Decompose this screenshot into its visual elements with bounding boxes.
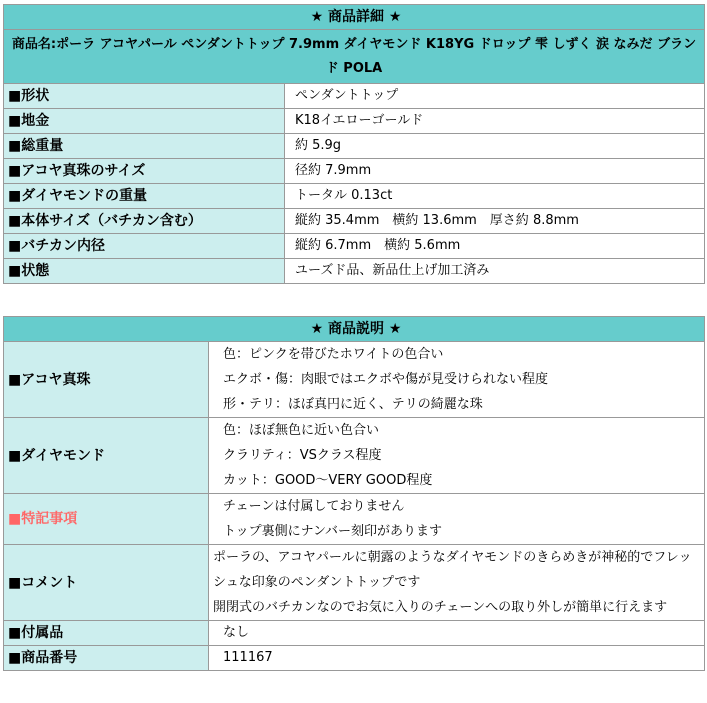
pearl-description [209,342,705,418]
condition-value: ユーズド品、新品仕上げ加工済み [285,259,705,284]
body-size-value: 縦約 35.4mm 横約 13.6mm 厚さ約 8.8mm [285,209,705,234]
pearl-line: 色：ピンクを帯びたホワイトの色合い [223,347,444,362]
special-notes-line: トップ裏側にナンバー刻印があります [223,524,443,539]
comment-line: ポーラの、アコヤパールに朝露のようなダイヤモンドのきらめきが神秘的でフレッシュな印象のペンダントトップです [213,550,692,590]
product-description-table [3,316,705,671]
pearl-line: エクボ・傷：肉眼ではエクボや傷が見受けられない程度 [223,372,549,387]
special-notes-line: チェーンは付属しておりません [223,499,405,514]
diamond-description [209,418,705,494]
accessories-value: なし [209,621,705,646]
comment-label: ■コメント [4,545,209,621]
special-notes-description [209,494,705,545]
product-number-label: ■商品番号 [4,646,209,671]
pearl-label: ■アコヤ真珠 [4,342,209,418]
pearl-size-value: 径約 7.9mm [285,159,705,184]
diamond-weight-label: ■ダイヤモンドの重量 [4,184,285,209]
special-notes-label: ■特記事項 [4,494,209,545]
pearl-line: 形・テリ：ほぼ真円に近く、テリの綺麗な珠 [223,397,483,412]
diamond-line: クラリティ：VSクラス程度 [223,448,382,463]
product-number-value: 111167 [209,646,705,671]
diamond-line: カット：GOOD～VERY GOOD程度 [223,473,433,488]
accessories-label: ■付属品 [4,621,209,646]
shape-value: ペンダントトップ [285,84,705,109]
product-name: 商品名:ポーラ アコヤパール ペンダントトップ 7.9mm ダイヤモンド K18YG ドロップ 雫 しずく 涙 なみだ ブランド POLA [4,30,705,84]
metal-value: K18イエローゴールド [285,109,705,134]
shape-label: ■形状 [4,84,285,109]
total-weight-value: 約 5.9g [285,134,705,159]
comment-description [209,545,705,621]
diamond-weight-value: トータル 0.13ct [285,184,705,209]
comment-line: 開閉式のバチカンなのでお気に入りのチェーンへの取り外しが簡単に行えます [213,600,668,615]
details-header: ★ 商品詳細 ★ [4,5,705,30]
pearl-size-label: ■アコヤ真珠のサイズ [4,159,285,184]
bail-inner-value: 縦約 6.7mm 横約 5.6mm [285,234,705,259]
bail-inner-label: ■バチカン内径 [4,234,285,259]
product-details-table [3,4,705,284]
body-size-label: ■本体サイズ（バチカン含む） [4,209,285,234]
condition-label: ■状態 [4,259,285,284]
metal-label: ■地金 [4,109,285,134]
total-weight-label: ■総重量 [4,134,285,159]
diamond-label: ■ダイヤモンド [4,418,209,494]
diamond-line: 色：ほぼ無色に近い色合い [223,423,380,438]
description-header: ★ 商品説明 ★ [4,317,705,342]
